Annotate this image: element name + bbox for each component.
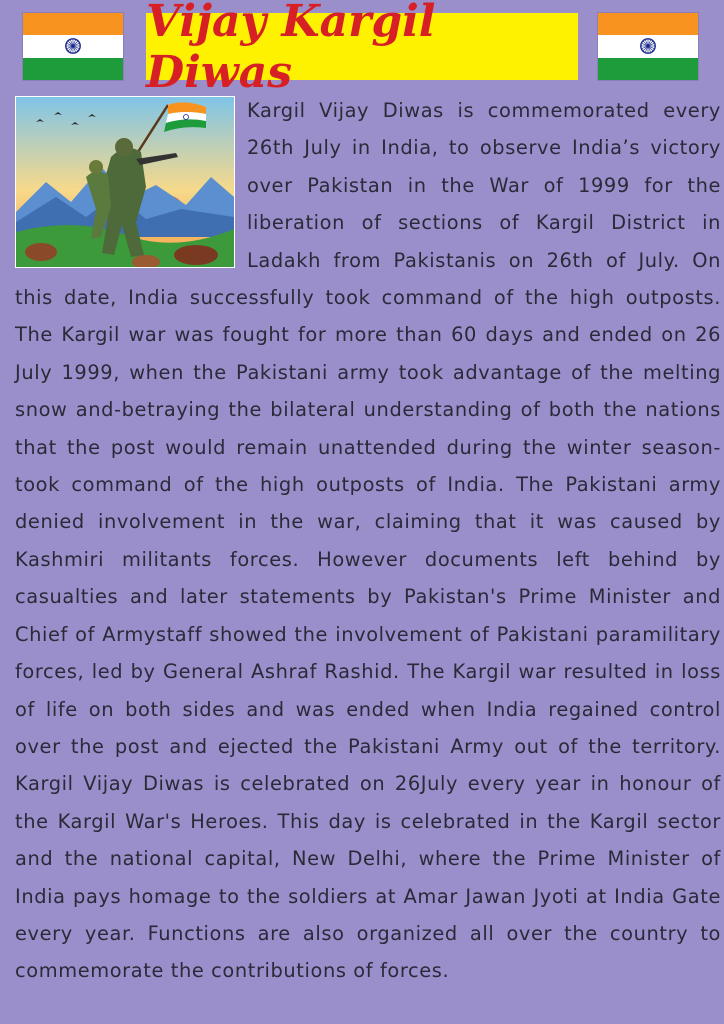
- page-title: Vijay Kargil Diwas: [146, 0, 436, 98]
- illustration-spacer: [15, 92, 247, 268]
- ashoka-chakra-icon: [64, 37, 82, 55]
- article-body: [15, 92, 721, 990]
- indian-flag-left: [23, 13, 123, 80]
- article-paragraph: Kargil Vijay Diwas is commemorated every 26th July in India, to observe India’s victory over Pakistan in the War of 1999 for the liberation of sections of Kargil District in Ladakh from Pakistanis on 26th of July. On this date, India successfully took command of the high outposts. The Kargil war was fought for more than 60 days and ended on 26 July 1999, when the Pakistani army took advantage of the melting snow and-betraying the bilateral understanding of both the nations that the post would remain unattended during the winter season-took command of the high outposts of India. The Pakistani army denied involvement in the war, claiming that it was caused by Kashmiri militants forces. However documents left behind by casualties and later statements by Pakistan's Prime Minister and Chief of Armystaff showed the involvement of Pakistani paramilitary forces, led by General Ashraf Rashid. The Kargil war resulted in loss of life on both sides and was ended when India regained control over the post and ejected the Pakistani Army out of the territory. Kargil Vijay Diwas is celebrated on 26July every year in honour of the Kargil War's Heroes. This day is celebrated in the Kargil sector and the national capital, New Delhi, where the Prime Minister of India pays homage to the soldiers at Amar Jawan Jyoti at India Gate every year. Functions are also organized all over the country to commemorate the contributions of forces.: [15, 99, 721, 983]
- flag-saffron-band: [598, 13, 698, 35]
- flag-saffron-band: [23, 13, 123, 35]
- flag-white-band: [598, 35, 698, 57]
- indian-flag-right: [598, 13, 698, 80]
- flag-green-band: [23, 58, 123, 80]
- ashoka-chakra-icon: [639, 37, 657, 55]
- flag-white-band: [23, 35, 123, 57]
- title-banner: [146, 0, 578, 98]
- flag-green-band: [598, 58, 698, 80]
